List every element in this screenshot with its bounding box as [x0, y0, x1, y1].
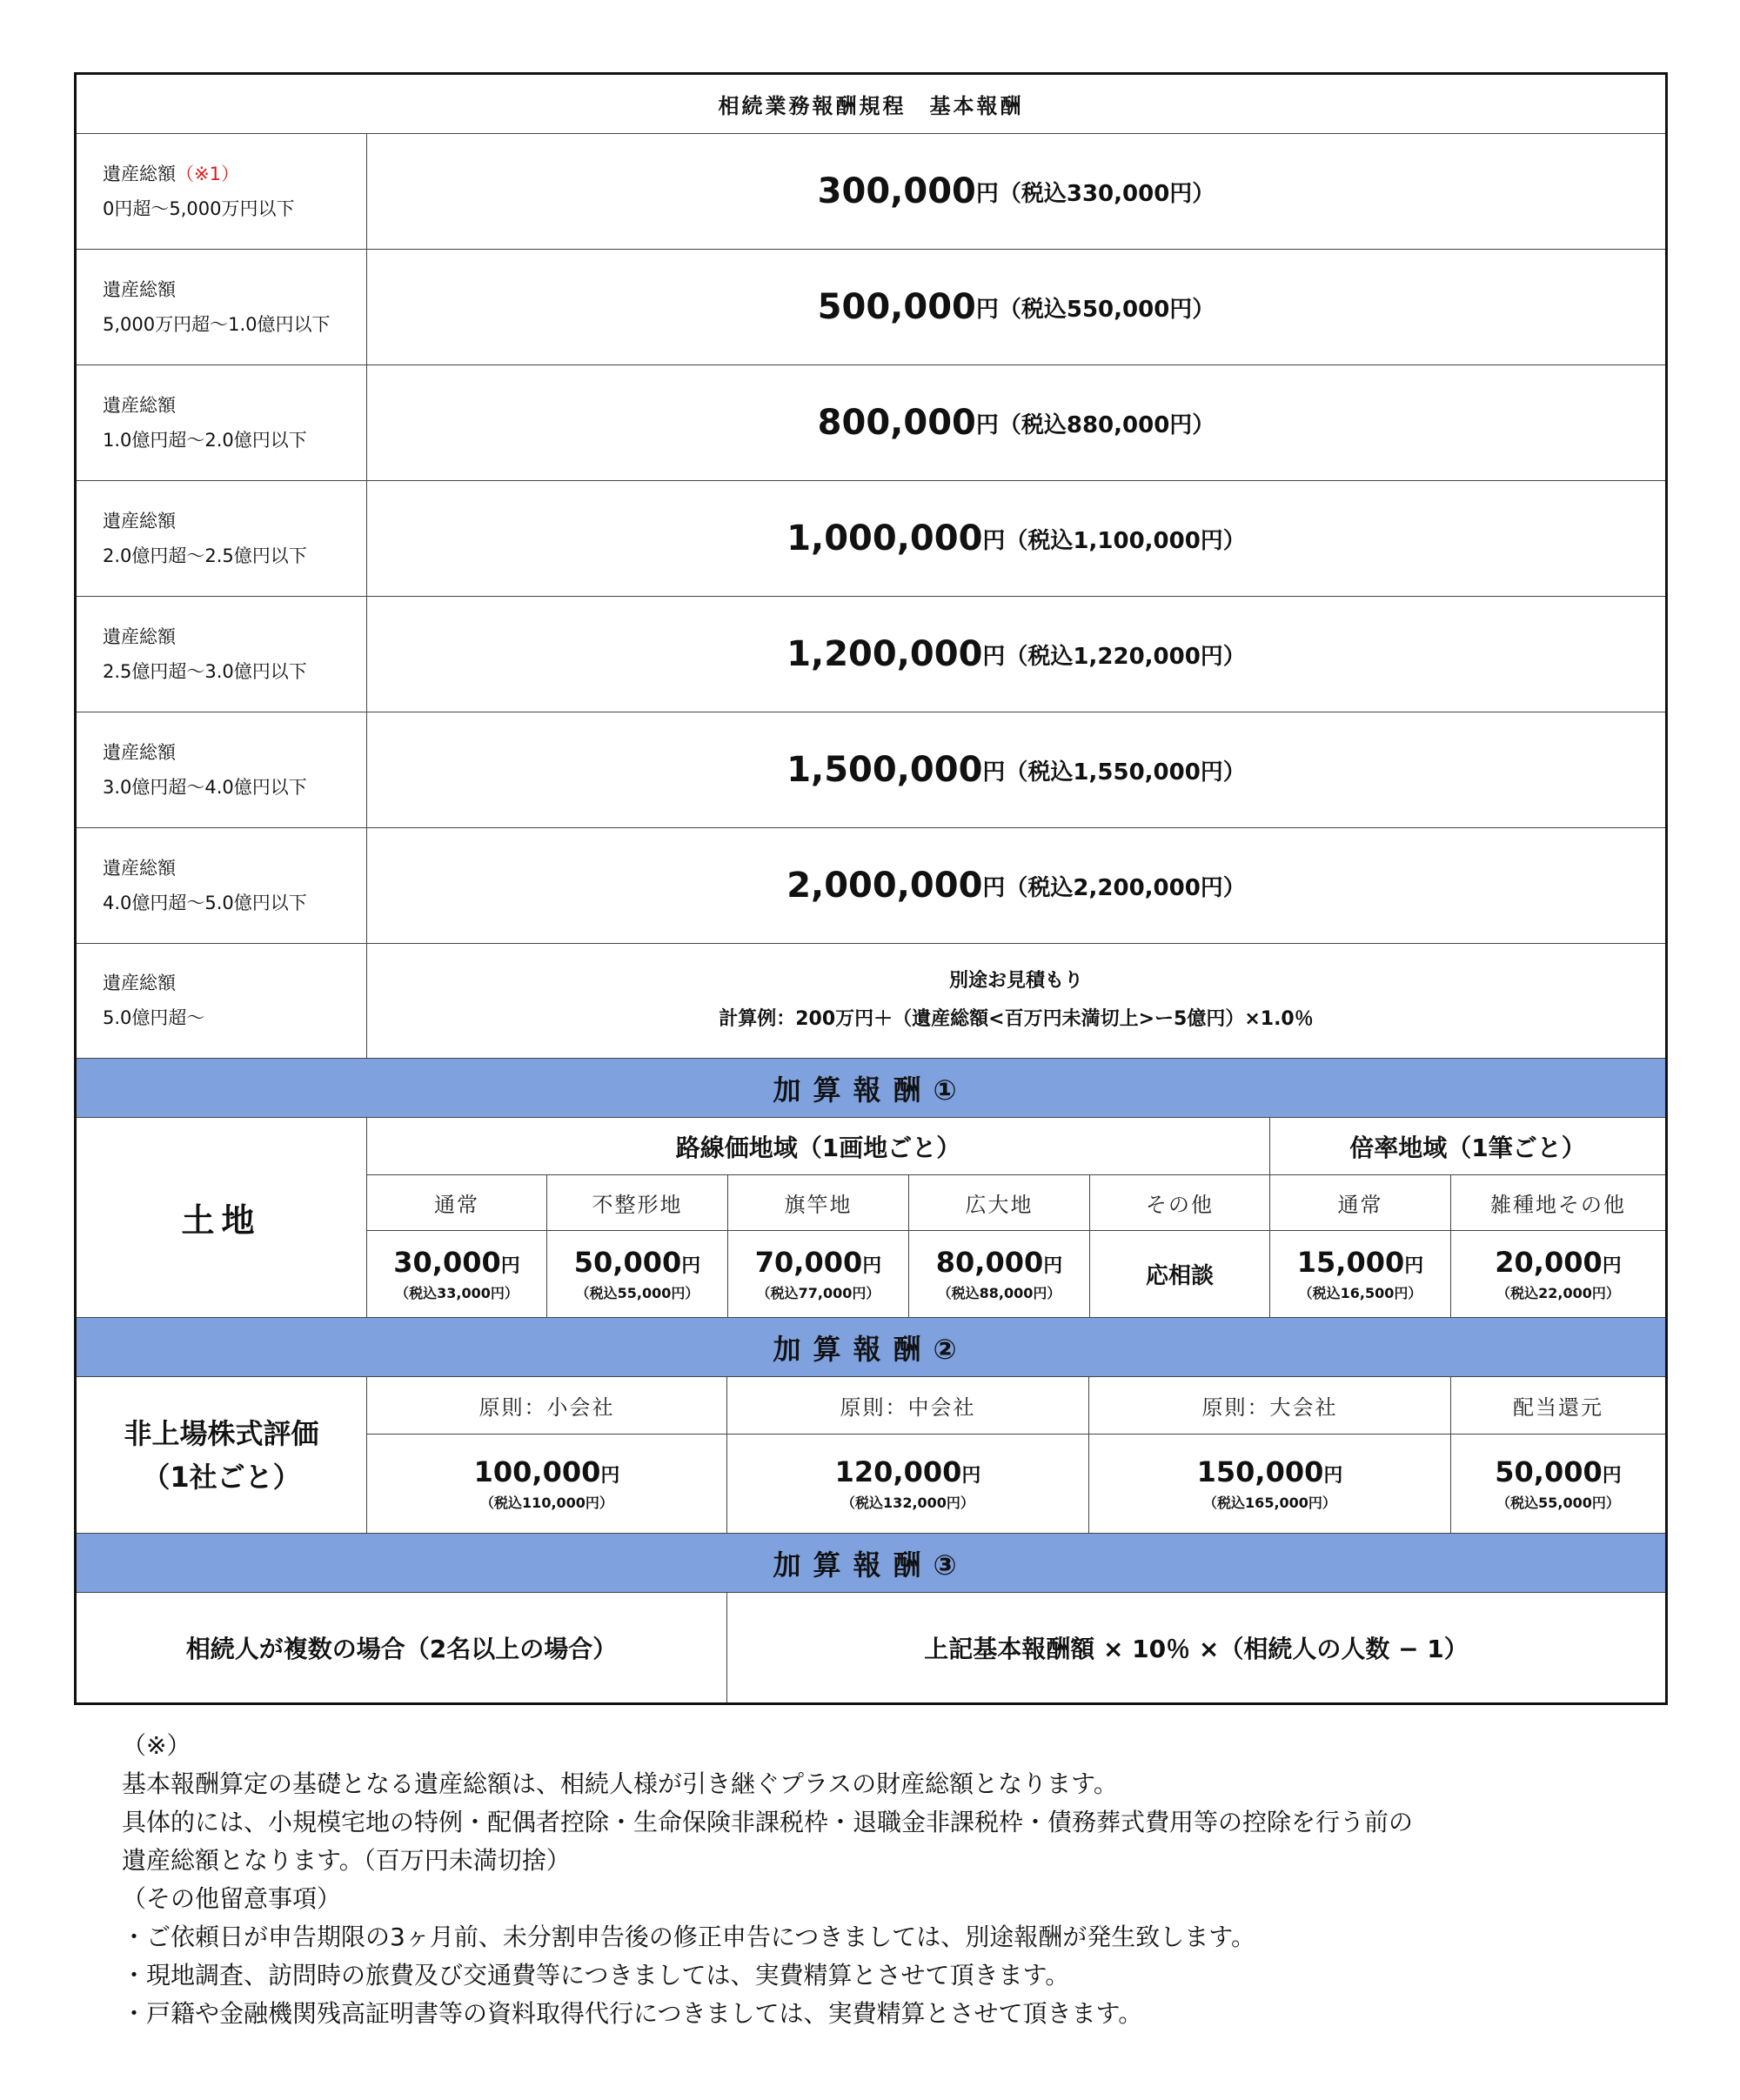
base-row-estimate: [367, 943, 1665, 1059]
base-row-fee: [367, 134, 1665, 250]
land-fee: 20,000: [1495, 1246, 1603, 1279]
land-col-head-text: 通常: [1337, 1193, 1383, 1217]
range-label-text: 遺産総額: [103, 395, 176, 416]
stock-fee-tax: （税込132,000円）: [841, 1495, 974, 1511]
addon1-band-text: 加算報酬①: [773, 1073, 969, 1107]
fee-unit: 円: [982, 759, 1006, 786]
range-label-line1: [103, 388, 366, 423]
stock-fee-unit: 円: [1323, 1465, 1343, 1487]
stock-fee-unit: 円: [961, 1465, 981, 1487]
range-label-text: 遺産総額: [103, 511, 176, 532]
stock-fee: 150,000: [1196, 1455, 1324, 1488]
land-fee: 70,000: [754, 1246, 863, 1279]
group-bairitsu-text: 倍率地域（1筆ごと）: [1349, 1133, 1586, 1162]
fee-unit: 円: [975, 296, 999, 323]
land-fee-tax: （税込22,000円）: [1496, 1285, 1620, 1301]
fee-tax: （税込330,000円）: [998, 180, 1215, 207]
land-col-head: [1451, 1175, 1665, 1231]
land-col-fee: [547, 1231, 728, 1318]
stock-fee: 120,000: [834, 1455, 962, 1488]
range-label-line1: [103, 619, 366, 654]
stock-col-head: [367, 1377, 727, 1435]
land-fee-tax: （税込16,500円）: [1298, 1285, 1422, 1301]
stock-col-head: [1451, 1377, 1665, 1435]
land-fee-text: 応相談: [1145, 1263, 1214, 1289]
land-fee-tax: （税込55,000円）: [575, 1285, 699, 1301]
range-label-line2: 1.0億円超〜2.0億円以下: [103, 430, 307, 451]
stock-col-fee: [1451, 1435, 1665, 1534]
stock-col-head-text: 原則：小会社: [478, 1395, 615, 1420]
fee-tax: （税込1,550,000円）: [1005, 759, 1246, 786]
base-row-label: [77, 365, 367, 481]
fee-amount: 1,200,000: [786, 634, 983, 674]
addon3-formula-text: 上記基本報酬額 × 10％ ×（相続人の人数 − 1）: [924, 1635, 1469, 1663]
land-fee-unit: 円: [862, 1255, 882, 1277]
range-label-line2: 5.0億円超〜: [103, 1007, 205, 1028]
range-label-text: 遺産総額: [103, 164, 176, 184]
stock-label: 非上場株式評価: [124, 1416, 319, 1450]
range-label-text: 遺産総額: [103, 858, 176, 879]
range-label-text: 遺産総額: [103, 279, 176, 300]
range-label-line2: 2.0億円超〜2.5億円以下: [103, 545, 307, 566]
addon1-band: [77, 1059, 1665, 1118]
range-label-line1: [103, 851, 366, 886]
fee-tax: （税込880,000円）: [998, 411, 1215, 438]
estimate-text: 別途お見積もり: [948, 970, 1083, 992]
stock-fee: 50,000: [1495, 1455, 1603, 1488]
land-col-head: [547, 1175, 728, 1231]
fee-amount: 2,000,000: [786, 866, 983, 906]
range-label-text: 遺産総額: [103, 626, 176, 647]
stock-fee: 100,000: [473, 1455, 601, 1488]
base-row-fee: [367, 828, 1665, 944]
land-fee-unit: 円: [1602, 1255, 1622, 1277]
land-fee: 50,000: [573, 1246, 682, 1279]
land-fee-unit: 円: [681, 1255, 701, 1277]
range-label-text: 遺産総額: [103, 742, 176, 763]
land-fee: 80,000: [935, 1246, 1044, 1279]
land-col-fee: [1090, 1231, 1270, 1318]
notes-item1: ・ご依頼日が申告期限の3ヶ月前、未分割申告後の修正申告につきましては、別途報酬が発生致します。: [122, 1923, 1256, 1951]
stock-col-head-text: 原則：中会社: [840, 1395, 976, 1420]
group-bairitsu: [1270, 1118, 1665, 1175]
land-fee-unit: 円: [1404, 1255, 1424, 1277]
stock-col-fee: [1089, 1435, 1451, 1534]
base-row-label: [77, 712, 367, 828]
stock-col-fee: [367, 1435, 727, 1534]
range-label-line1: 遺産総額: [103, 973, 176, 993]
land-col-head: [367, 1175, 547, 1231]
base-row-fee: [367, 250, 1665, 365]
range-label-line2: 3.0億円超〜4.0億円以下: [103, 777, 307, 798]
land-col-head-text: その他: [1146, 1193, 1214, 1217]
fee-unit: 円: [975, 180, 999, 207]
table-title: [77, 75, 1665, 134]
notes-line2: 具体的には、小規模宅地の特例・配偶者控除・生命保険非課税枠・退職金非課税枠・債務葬式費用等の控除を行う前の: [122, 1808, 1414, 1836]
base-row-label: [77, 828, 367, 944]
base-row-fee: [367, 365, 1665, 481]
addon2-row-label: [77, 1377, 367, 1534]
stock-col-head: [1089, 1377, 1451, 1435]
addon3-formula: [727, 1593, 1665, 1702]
land-col-head-text: 通常: [434, 1193, 479, 1217]
group-rosenka-text: 路線価地域（1画地ごと）: [675, 1133, 961, 1162]
stock-col-fee: [727, 1435, 1089, 1534]
land-col-fee: [1451, 1231, 1665, 1318]
stock-fee-tax: （税込110,000円）: [480, 1495, 613, 1511]
stock-sub-label: （1社ごと）: [142, 1460, 301, 1494]
notes-line3: 遺産総額となります。（百万円未満切捨）: [122, 1846, 571, 1875]
fee-tax: （税込2,200,000円）: [1005, 874, 1246, 901]
land-col-head: [1270, 1175, 1451, 1231]
range-label-line1: [103, 272, 366, 307]
fee-table: [74, 72, 1668, 1705]
base-row-label: [77, 597, 367, 712]
base-row-label: [77, 250, 367, 365]
notes-item3: ・戸籍や金融機関残高証明書等の資料取得代行につきましては、実費精算とさせて頂きます。: [122, 1999, 1143, 2028]
fee-unit: 円: [982, 527, 1006, 554]
land-col-fee: [367, 1231, 547, 1318]
stock-col-head: [727, 1377, 1089, 1435]
land-fee-unit: 円: [500, 1255, 520, 1277]
fee-amount: 500,000: [817, 287, 976, 327]
land-col-fee: [909, 1231, 1090, 1318]
range-label-line1: [103, 735, 366, 770]
notes-item2: ・現地調査、訪問時の旅費及び交通費等につきましては、実費精算とさせて頂きます。: [122, 1961, 1070, 1990]
group-rosenka: [367, 1118, 1270, 1175]
addon1-row-label: [77, 1118, 367, 1318]
land-label: 土地: [181, 1201, 262, 1240]
base-row-label: [77, 134, 367, 250]
stock-fee-unit: 円: [600, 1465, 620, 1487]
range-label-line2: 5,000万円超〜1.0億円以下: [103, 314, 331, 335]
fee-amount: 1,000,000: [786, 518, 983, 558]
addon2-band-text: 加算報酬②: [773, 1332, 969, 1366]
fee-tax: （税込1,100,000円）: [1005, 527, 1246, 554]
stock-fee-unit: 円: [1602, 1465, 1622, 1487]
notes-line1: 基本報酬算定の基礎となる遺産総額は、相続人様が引き継ぐプラスの財産総額となります。: [122, 1769, 1118, 1798]
range-label-line2: 4.0億円超〜5.0億円以下: [103, 893, 307, 913]
fee-amount: 1,500,000: [786, 750, 983, 790]
base-row-fee: [367, 712, 1665, 828]
fee-tax: （税込1,220,000円）: [1005, 643, 1246, 670]
land-col-head: [909, 1175, 1090, 1231]
land-fee-tax: （税込77,000円）: [756, 1285, 880, 1301]
footnote-marker: （※1）: [176, 164, 239, 184]
base-row-label: [77, 481, 367, 597]
land-col-fee: [728, 1231, 909, 1318]
land-col-head-text: 不整形地: [592, 1193, 683, 1217]
land-col-head: [728, 1175, 909, 1231]
notes-mark: （※）: [122, 1731, 191, 1760]
range-label-line2: 2.5億円超〜3.0億円以下: [103, 661, 307, 682]
base-row-label: [77, 943, 367, 1059]
land-fee-tax: （税込88,000円）: [937, 1285, 1061, 1301]
notes-other-heading: （その他留意事項）: [122, 1884, 342, 1913]
addon3-band: [77, 1534, 1665, 1593]
addon3-condition-text: 相続人が複数の場合（2名以上の場合）: [185, 1635, 618, 1663]
fee-amount: 300,000: [817, 171, 976, 211]
fee-unit: 円: [975, 411, 999, 438]
base-row-fee: [367, 481, 1665, 597]
land-fee-unit: 円: [1043, 1255, 1063, 1277]
land-fee-tax: （税込33,000円）: [395, 1285, 519, 1301]
land-col-head-text: 旗竿地: [784, 1193, 853, 1217]
fee-tax: （税込550,000円）: [998, 296, 1215, 323]
range-label-line2: 0円超〜5,000万円以下: [103, 198, 295, 219]
base-row-fee: [367, 597, 1665, 712]
addon3-condition: [77, 1593, 727, 1702]
estimate-formula: 計算例：200万円＋（遺産総額<百万円未満切上>ー5億円）×1.0％: [719, 1008, 1314, 1030]
addon3-band-text: 加算報酬③: [773, 1548, 969, 1582]
land-col-fee: [1270, 1231, 1451, 1318]
land-col-head: [1090, 1175, 1270, 1231]
range-label-line1: [103, 157, 366, 191]
table-title-text: 相続業務報酬規程 基本報酬: [718, 94, 1024, 118]
stock-fee-tax: （税込55,000円）: [1496, 1495, 1620, 1511]
land-fee: 30,000: [393, 1246, 501, 1279]
addon2-band: [77, 1318, 1665, 1377]
fee-unit: 円: [982, 643, 1006, 670]
range-label-line1: [103, 504, 366, 538]
stock-col-head-text: 配当還元: [1513, 1395, 1603, 1420]
stock-fee-tax: （税込165,000円）: [1203, 1495, 1336, 1511]
stock-col-head-text: 原則：大会社: [1201, 1395, 1338, 1420]
land-fee: 15,000: [1296, 1246, 1405, 1279]
fee-amount: 800,000: [817, 403, 976, 443]
land-col-head-text: 広大地: [965, 1193, 1034, 1217]
fee-unit: 円: [982, 874, 1006, 901]
land-col-head-text: 雑種地その他: [1490, 1193, 1626, 1217]
